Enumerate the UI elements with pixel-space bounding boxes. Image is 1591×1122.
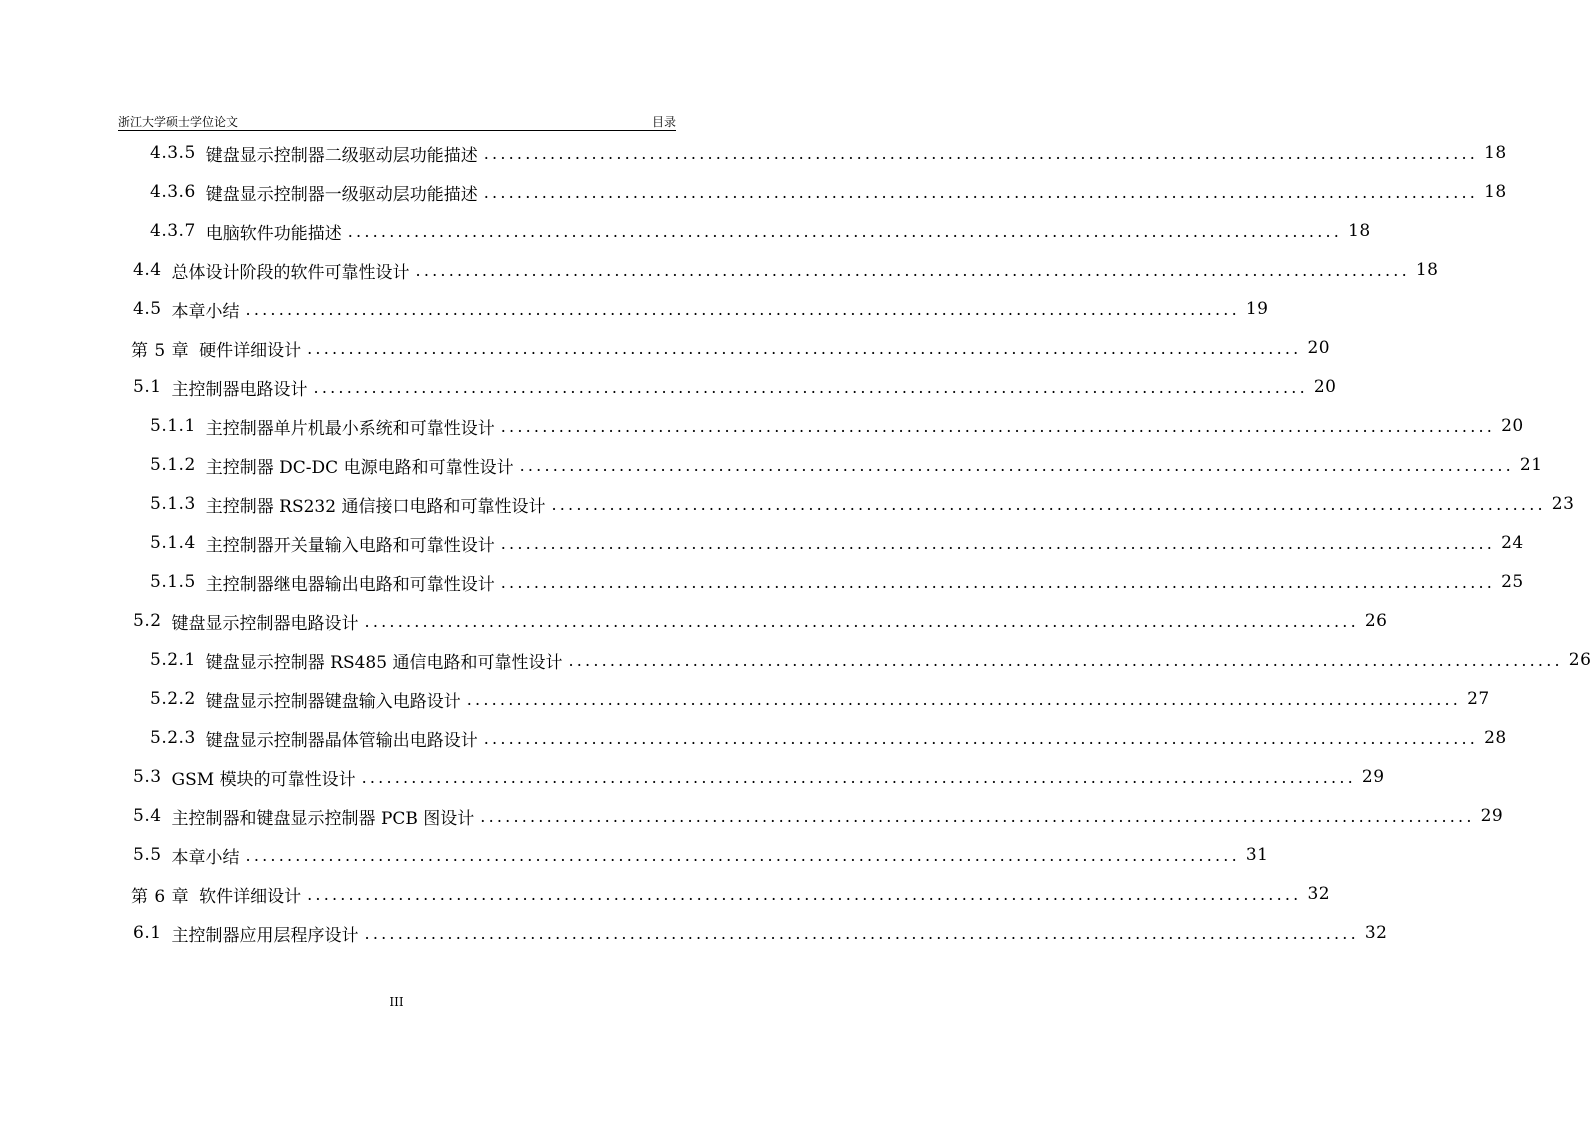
toc-entry-title: 主控制器开关量输入电路和可靠性设计 xyxy=(205,535,495,556)
toc-leader-dots: ........................................................................................................................ xyxy=(519,455,1514,475)
toc-leader-dots: ........................................................................................................................ xyxy=(245,299,1240,319)
toc-entry-number: 5.2.3 xyxy=(150,728,196,748)
toc-entry[interactable] xyxy=(150,177,1507,207)
toc-entry-title: GSM 模块的可靠性设计 xyxy=(171,769,356,790)
toc-leader-dots: ........................................................................................................................ xyxy=(364,923,1359,943)
toc-leader-dots: ........................................................................................................................ xyxy=(307,338,1302,358)
thesis-title: 浙江大学硕士学位论文 xyxy=(118,115,239,129)
toc-entry[interactable] xyxy=(150,645,1591,675)
toc-leader-dots: ........................................................................................................................ xyxy=(568,650,1563,670)
toc-entry-number: 5.4 xyxy=(133,806,162,826)
toc-entry-page: 26 xyxy=(1364,611,1388,631)
toc-entry[interactable] xyxy=(133,801,1504,831)
section-title: 目录 xyxy=(651,115,676,129)
toc-entry[interactable] xyxy=(150,684,1490,714)
toc-entry-page: 32 xyxy=(1364,923,1388,943)
toc-entry-title: 主控制器应用层程序设计 xyxy=(171,925,359,946)
toc-entry-title: 键盘显示控制器一级驱动层功能描述 xyxy=(205,184,478,205)
toc-entry-number: 5.3 xyxy=(133,767,162,787)
toc-leader-dots: ........................................................................................................................ xyxy=(551,494,1546,514)
toc-entry-page: 21 xyxy=(1519,455,1543,475)
toc-entry-page: 31 xyxy=(1245,845,1269,865)
toc-entry[interactable] xyxy=(150,567,1524,597)
toc-leader-dots: ........................................................................................................................ xyxy=(361,767,1356,787)
toc-leader-dots: ........................................................................................................................ xyxy=(480,806,1475,826)
toc-leader-dots: ........................................................................................................................ xyxy=(415,260,1410,280)
toc-leader-dots: ........................................................................................................................ xyxy=(500,533,1496,553)
toc-entry[interactable] xyxy=(150,411,1524,441)
toc-leader-dots: ........................................................................................................................ xyxy=(466,689,1462,709)
toc-entry-title: 电脑软件功能描述 xyxy=(205,223,342,244)
toc-entry-number: 5.5 xyxy=(133,845,162,865)
toc-entry-number: 5.2.2 xyxy=(150,689,196,709)
toc-entry-title: 软件详细设计 xyxy=(199,886,302,907)
toc-entry[interactable] xyxy=(150,450,1543,480)
toc-entry-page: 20 xyxy=(1313,377,1337,397)
toc-entry-title: 键盘显示控制器电路设计 xyxy=(171,613,359,634)
toc-leader-dots: ........................................................................................................................ xyxy=(483,182,1479,202)
toc-entry-number: 5.2.1 xyxy=(150,650,196,670)
toc-entry-page: 18 xyxy=(1348,221,1371,241)
toc-entry-title: 主控制器继电器输出电路和可靠性设计 xyxy=(205,574,495,595)
toc-leader-dots: ........................................................................................................................ xyxy=(313,377,1308,397)
toc-entry[interactable] xyxy=(150,528,1524,558)
toc-entry-number: 4.3.5 xyxy=(150,143,196,163)
toc-entry-page: 24 xyxy=(1501,533,1524,553)
toc-entry-page: 23 xyxy=(1551,494,1575,514)
toc-entry-title: 键盘显示控制器晶体管输出电路设计 xyxy=(205,730,478,751)
toc-entry-number: 5.2 xyxy=(133,611,162,631)
toc-leader-dots: ........................................................................................................................ xyxy=(500,572,1496,592)
toc-entry[interactable] xyxy=(133,840,1269,870)
toc-entry-title: 主控制器电路设计 xyxy=(171,379,308,400)
toc-entry-title: 主控制器和键盘显示控制器 PCB 图设计 xyxy=(171,808,475,829)
toc-leader-dots: ........................................................................................................................ xyxy=(364,611,1359,631)
toc-entry[interactable] xyxy=(150,216,1371,246)
toc-entry[interactable] xyxy=(133,294,1269,324)
toc-entry[interactable] xyxy=(133,606,1388,636)
toc-leader-dots: ........................................................................................................................ xyxy=(483,143,1479,163)
toc-entry[interactable] xyxy=(133,762,1385,792)
toc-entry-number: 4.3.6 xyxy=(150,182,196,202)
toc-entry-number: 5.1.3 xyxy=(150,494,196,514)
toc-leader-dots: ........................................................................................................................ xyxy=(347,221,1343,241)
toc-entry-title: 总体设计阶段的软件可靠性设计 xyxy=(171,262,410,283)
toc-entry-page: 25 xyxy=(1501,572,1524,592)
toc-entry-number: 4.3.7 xyxy=(150,221,196,241)
toc-entry-number: 5.1.1 xyxy=(150,416,196,436)
toc-entry-page: 26 xyxy=(1568,650,1591,670)
toc-entry-page: 18 xyxy=(1484,143,1507,163)
toc-entry-page: 20 xyxy=(1307,338,1331,358)
toc-entry[interactable] xyxy=(131,333,1331,363)
toc-entry-title: 键盘显示控制器二级驱动层功能描述 xyxy=(205,145,478,166)
toc-entry-number: 5.1.4 xyxy=(150,533,196,553)
toc-leader-dots: ........................................................................................................................ xyxy=(483,728,1479,748)
toc-entry-page: 18 xyxy=(1415,260,1439,280)
toc-entry-number: 5.1.5 xyxy=(150,572,196,592)
toc-entry-number: 第 6 章 xyxy=(131,886,190,907)
toc-entry[interactable] xyxy=(133,918,1388,948)
toc-entry-title: 键盘显示控制器 RS485 通信电路和可靠性设计 xyxy=(205,652,563,673)
toc-entry[interactable] xyxy=(133,255,1439,285)
toc-entry-page: 18 xyxy=(1484,182,1507,202)
page-number: III xyxy=(389,995,404,1009)
toc-entry-title: 主控制器 DC-DC 电源电路和可靠性设计 xyxy=(205,457,514,478)
toc-entry-page: 29 xyxy=(1480,806,1504,826)
toc-entry-page: 19 xyxy=(1245,299,1269,319)
toc-entry-number: 6.1 xyxy=(133,923,162,943)
toc-entry-page: 32 xyxy=(1307,884,1331,904)
toc-leader-dots: ........................................................................................................................ xyxy=(245,845,1240,865)
toc-entry[interactable] xyxy=(150,723,1507,753)
toc-entry-title: 键盘显示控制器键盘输入电路设计 xyxy=(205,691,461,712)
toc-entry-number: 5.1.2 xyxy=(150,455,196,475)
toc-entry-title: 主控制器 RS232 通信接口电路和可靠性设计 xyxy=(205,496,546,517)
toc-entry-number: 4.4 xyxy=(133,260,162,280)
toc-entry-title: 硬件详细设计 xyxy=(199,340,302,361)
toc-leader-dots: ........................................................................................................................ xyxy=(307,884,1302,904)
toc-entry-number: 第 5 章 xyxy=(131,340,190,361)
toc-entry-title: 本章小结 xyxy=(171,301,240,322)
toc-entry-page: 27 xyxy=(1467,689,1490,709)
toc-entry[interactable] xyxy=(131,879,1331,909)
toc-entry[interactable] xyxy=(150,138,1507,168)
page-header xyxy=(118,110,676,131)
toc-entry-title: 本章小结 xyxy=(171,847,240,868)
toc-entry-number: 5.1 xyxy=(133,377,162,397)
toc-entry-page: 29 xyxy=(1361,767,1385,787)
toc-entry-number: 4.5 xyxy=(133,299,162,319)
toc-entry-title: 主控制器单片机最小系统和可靠性设计 xyxy=(205,418,495,439)
toc-entry-page: 28 xyxy=(1484,728,1507,748)
toc-entry-page: 20 xyxy=(1501,416,1524,436)
toc-entry[interactable] xyxy=(133,372,1337,402)
toc-leader-dots: ........................................................................................................................ xyxy=(500,416,1496,436)
toc-entry[interactable] xyxy=(150,489,1575,519)
